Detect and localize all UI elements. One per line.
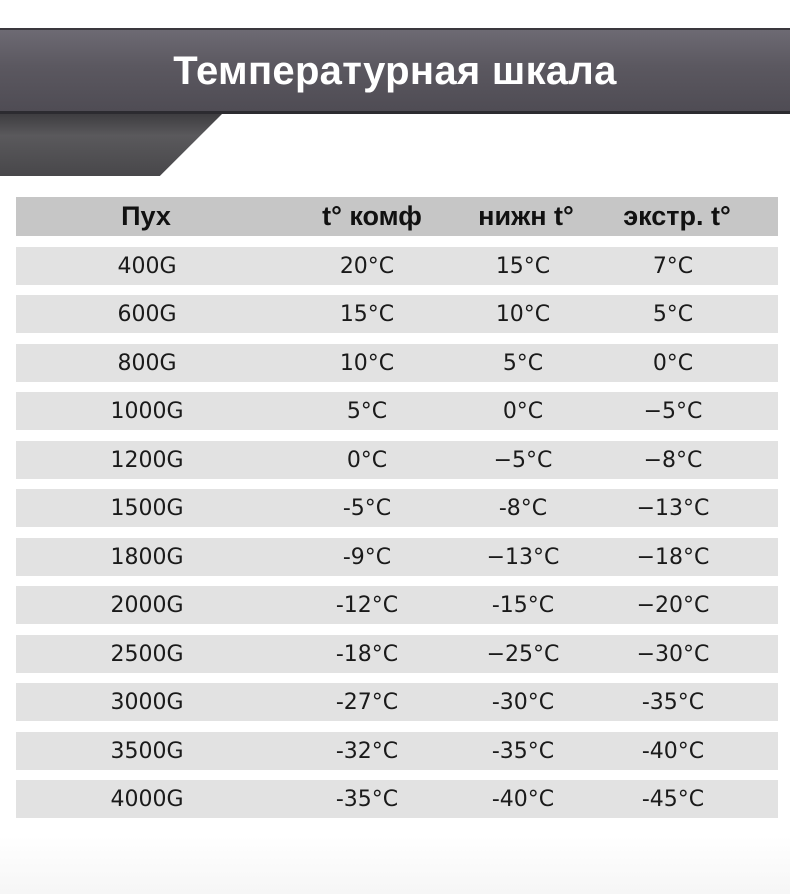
- page-title: Температурная шкала: [173, 49, 617, 93]
- comfort-temp-cell: 15°C: [339, 302, 395, 327]
- down-weight-cell: 800G: [117, 350, 177, 376]
- extreme-temp-cell: 0°C: [652, 350, 694, 376]
- down-weight-cell: 4000G: [110, 787, 184, 812]
- table-row: [16, 586, 778, 624]
- table-row: [16, 683, 778, 721]
- header-extreme-temp: экстр. t°: [623, 201, 731, 231]
- comfort-temp-cell: -32°C: [335, 738, 399, 764]
- table-row: [16, 780, 778, 818]
- extreme-temp-cell: −20°C: [636, 593, 710, 618]
- lower-temp-cell: 0°C: [502, 399, 544, 424]
- lower-temp-cell: −13°C: [486, 544, 560, 570]
- decorative-wedge: [0, 114, 222, 176]
- down-weight-cell: 2500G: [110, 641, 184, 667]
- down-weight-cell: 3500G: [110, 738, 184, 764]
- extreme-temp-cell: −5°C: [643, 399, 703, 424]
- table-row: [16, 295, 778, 333]
- header-comfort-temp: t° комф: [322, 201, 422, 231]
- comfort-temp-cell: 0°C: [346, 447, 388, 473]
- extreme-temp-cell: -35°C: [641, 690, 705, 715]
- header-lower-temp: нижн t°: [478, 201, 574, 231]
- table-row: [16, 538, 778, 576]
- extreme-temp-cell: 5°C: [652, 302, 694, 327]
- lower-temp-cell: -30°C: [491, 690, 555, 715]
- temperature-table: [16, 197, 778, 818]
- down-weight-cell: 2000G: [110, 593, 184, 618]
- extreme-temp-cell: -40°C: [641, 738, 705, 764]
- extreme-temp-cell: -45°C: [641, 787, 705, 812]
- extreme-temp-cell: −13°C: [636, 496, 710, 521]
- lower-temp-cell: -35°C: [491, 738, 555, 764]
- lower-temp-cell: -15°C: [491, 593, 555, 618]
- lower-temp-cell: −5°C: [493, 447, 553, 473]
- table-row: [16, 489, 778, 527]
- table-row: [16, 732, 778, 770]
- table-row: [16, 635, 778, 673]
- lower-temp-cell: -8°C: [498, 496, 548, 521]
- comfort-temp-cell: -12°C: [335, 593, 399, 618]
- down-weight-cell: 3000G: [110, 690, 184, 715]
- down-weight-cell: 600G: [117, 302, 177, 327]
- extreme-temp-cell: −30°C: [636, 641, 710, 667]
- down-weight-cell: 1000G: [110, 399, 184, 424]
- comfort-temp-cell: -35°C: [335, 787, 399, 812]
- table-row: [16, 392, 778, 430]
- comfort-temp-cell: 5°C: [346, 399, 388, 424]
- table-row: [16, 441, 778, 479]
- lower-temp-cell: 15°C: [495, 253, 551, 279]
- comfort-temp-cell: 20°C: [339, 253, 395, 279]
- lower-temp-cell: 10°C: [495, 302, 551, 327]
- table-header-row: [16, 197, 778, 236]
- lower-temp-cell: -40°C: [491, 787, 555, 812]
- down-weight-cell: 1800G: [110, 544, 184, 570]
- table-row: [16, 247, 778, 285]
- title-banner: [0, 28, 790, 114]
- lower-temp-cell: 5°C: [502, 350, 544, 376]
- extreme-temp-cell: 7°C: [652, 253, 694, 279]
- table-row: [16, 344, 778, 382]
- header-down: Пух: [121, 201, 171, 231]
- down-weight-cell: 400G: [117, 253, 177, 279]
- comfort-temp-cell: -5°C: [342, 496, 392, 521]
- comfort-temp-cell: -18°C: [335, 641, 399, 667]
- lower-temp-cell: −25°C: [486, 641, 560, 667]
- comfort-temp-cell: 10°C: [339, 350, 395, 376]
- extreme-temp-cell: −8°C: [643, 447, 703, 473]
- comfort-temp-cell: -27°C: [335, 690, 399, 715]
- bottom-fade: [0, 836, 790, 894]
- comfort-temp-cell: -9°C: [342, 544, 392, 570]
- down-weight-cell: 1500G: [110, 496, 184, 521]
- down-weight-cell: 1200G: [110, 447, 184, 473]
- extreme-temp-cell: −18°C: [636, 544, 710, 570]
